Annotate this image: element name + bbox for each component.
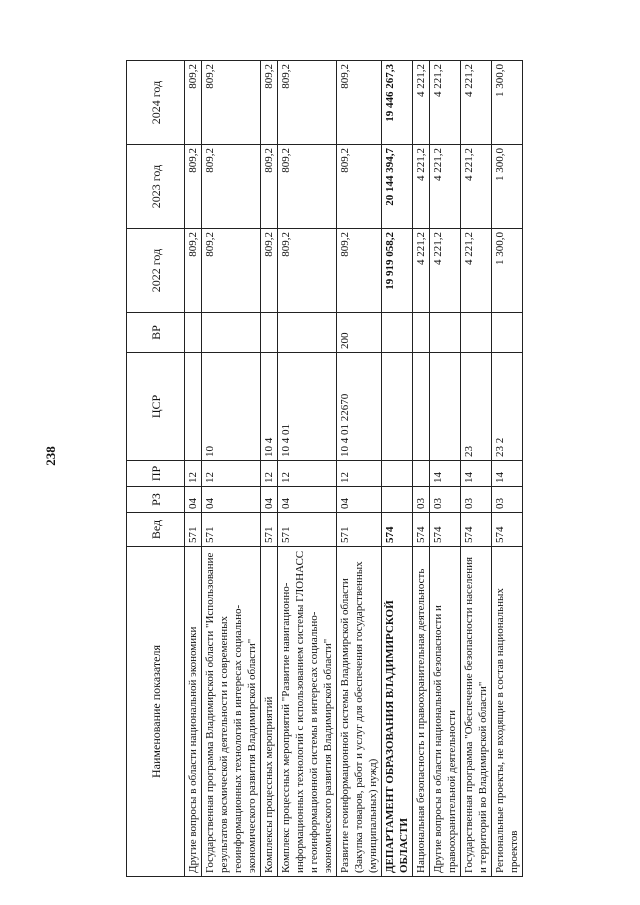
table-row [492, 61, 523, 877]
cell-pr [382, 461, 413, 487]
cell-vr [382, 313, 413, 353]
header-csr: ЦСР [127, 353, 185, 461]
table-row [413, 61, 430, 877]
cell-ved: 571 [185, 513, 202, 547]
cell-pr: 14 [492, 461, 523, 487]
cell-y2022: 4 221,2 [461, 229, 492, 313]
cell-pr [413, 461, 430, 487]
cell-name: Другие вопросы в области национальной безопасности и правоохранительной деятельности [430, 547, 461, 877]
cell-csr [382, 353, 413, 461]
cell-y2024: 809,2 [278, 61, 337, 145]
page-number: 238 [42, 446, 58, 466]
cell-y2024: 4 221,2 [430, 61, 461, 145]
cell-name: Комплекс процессных мероприятий "Развитие навигационно-информационных технологий с использованием системы ГЛОНАСС и геоинформационной системы в интересах социально-экономического развития Владимирской области" [278, 547, 337, 877]
cell-rz: 04 [202, 487, 261, 513]
cell-y2024: 809,2 [185, 61, 202, 145]
cell-rz: 03 [413, 487, 430, 513]
cell-rz: 04 [261, 487, 278, 513]
table-row [430, 61, 461, 877]
header-2022: 2022 год [127, 229, 185, 313]
cell-y2023: 809,2 [261, 145, 278, 229]
cell-y2024: 19 446 267,3 [382, 61, 413, 145]
cell-y2023: 809,2 [185, 145, 202, 229]
cell-vr [261, 313, 278, 353]
header-rz: РЗ [127, 487, 185, 513]
header-vr: ВР [127, 313, 185, 353]
cell-rz: 04 [278, 487, 337, 513]
cell-y2023: 809,2 [337, 145, 382, 229]
header-2024: 2024 год [127, 61, 185, 145]
cell-name: Региональные проекты, не входящие в состав национальных проектов [492, 547, 523, 877]
cell-name: Национальная безопасность и правоохранительная деятельность [413, 547, 430, 877]
cell-pr: 12 [337, 461, 382, 487]
cell-y2023: 809,2 [278, 145, 337, 229]
rotated-table-wrapper [126, 61, 606, 877]
header-2023: 2023 год [127, 145, 185, 229]
cell-ved: 574 [413, 513, 430, 547]
cell-y2024: 1 300,0 [492, 61, 523, 145]
cell-vr [461, 313, 492, 353]
cell-ved: 571 [278, 513, 337, 547]
cell-ved: 571 [261, 513, 278, 547]
cell-pr: 12 [278, 461, 337, 487]
cell-y2022: 809,2 [337, 229, 382, 313]
cell-y2022: 809,2 [261, 229, 278, 313]
cell-rz: 04 [185, 487, 202, 513]
cell-name: Государственная программа Владимирской области "Использование результатов космической деятельности и современных геоинформационных технологий в интересах социально-экономического развития Владимирской области" [202, 547, 261, 877]
cell-ved: 571 [337, 513, 382, 547]
cell-rz: 03 [461, 487, 492, 513]
cell-y2022: 809,2 [202, 229, 261, 313]
cell-csr: 10 4 01 [278, 353, 337, 461]
table-body [185, 61, 523, 877]
cell-y2024: 4 221,2 [413, 61, 430, 145]
cell-csr [185, 353, 202, 461]
cell-y2023: 809,2 [202, 145, 261, 229]
table-row [461, 61, 492, 877]
cell-y2024: 809,2 [261, 61, 278, 145]
cell-name: ДЕПАРТАМЕНТ ОБРАЗОВАНИЯ ВЛАДИМИРСКОЙ ОБЛАСТИ [382, 547, 413, 877]
cell-y2023: 4 221,2 [461, 145, 492, 229]
cell-csr: 10 [202, 353, 261, 461]
table-row [202, 61, 261, 877]
cell-vr: 200 [337, 313, 382, 353]
cell-rz: 04 [337, 487, 382, 513]
cell-vr [413, 313, 430, 353]
cell-y2024: 809,2 [202, 61, 261, 145]
cell-ved: 571 [202, 513, 261, 547]
cell-ved: 574 [492, 513, 523, 547]
cell-y2022: 4 221,2 [413, 229, 430, 313]
cell-csr: 10 4 [261, 353, 278, 461]
cell-ved: 574 [430, 513, 461, 547]
table-row [382, 61, 413, 877]
cell-pr: 12 [185, 461, 202, 487]
cell-csr [413, 353, 430, 461]
cell-pr: 12 [202, 461, 261, 487]
cell-rz: 03 [430, 487, 461, 513]
cell-y2022: 1 300,0 [492, 229, 523, 313]
cell-y2022: 809,2 [185, 229, 202, 313]
table-row [185, 61, 202, 877]
cell-csr: 23 2 [492, 353, 523, 461]
cell-rz [382, 487, 413, 513]
cell-y2024: 809,2 [337, 61, 382, 145]
cell-name: Государственная программа "Обеспечение безопасности населения и территорий во Владимирской области" [461, 547, 492, 877]
cell-csr [430, 353, 461, 461]
cell-vr [185, 313, 202, 353]
cell-y2022: 19 919 058,2 [382, 229, 413, 313]
cell-vr [278, 313, 337, 353]
budget-table [126, 60, 523, 877]
cell-y2023: 4 221,2 [413, 145, 430, 229]
table-row [278, 61, 337, 877]
cell-pr: 14 [461, 461, 492, 487]
cell-vr [430, 313, 461, 353]
cell-pr: 14 [430, 461, 461, 487]
header-pr: ПР [127, 461, 185, 487]
cell-csr: 23 [461, 353, 492, 461]
cell-pr: 12 [261, 461, 278, 487]
table-row [261, 61, 278, 877]
cell-y2023: 4 221,2 [430, 145, 461, 229]
cell-y2023: 1 300,0 [492, 145, 523, 229]
header-ved: Вед [127, 513, 185, 547]
cell-ved: 574 [461, 513, 492, 547]
table-row [337, 61, 382, 877]
cell-name: Другие вопросы в области национальной экономики [185, 547, 202, 877]
cell-y2022: 809,2 [278, 229, 337, 313]
table-header-row [127, 61, 185, 877]
cell-rz: 03 [492, 487, 523, 513]
cell-y2024: 4 221,2 [461, 61, 492, 145]
cell-vr [202, 313, 261, 353]
cell-y2022: 4 221,2 [430, 229, 461, 313]
cell-y2023: 20 144 394,7 [382, 145, 413, 229]
cell-ved: 574 [382, 513, 413, 547]
cell-name: Комплексы процессных мероприятий [261, 547, 278, 877]
cell-csr: 10 4 01 22670 [337, 353, 382, 461]
header-name: Наименование показателя [127, 547, 185, 877]
cell-vr [492, 313, 523, 353]
cell-name: Развитие геоинформационной системы Владимирской области (Закупка товаров, работ и услуг для обеспечения государственных (муниципальных) нужд) [337, 547, 382, 877]
